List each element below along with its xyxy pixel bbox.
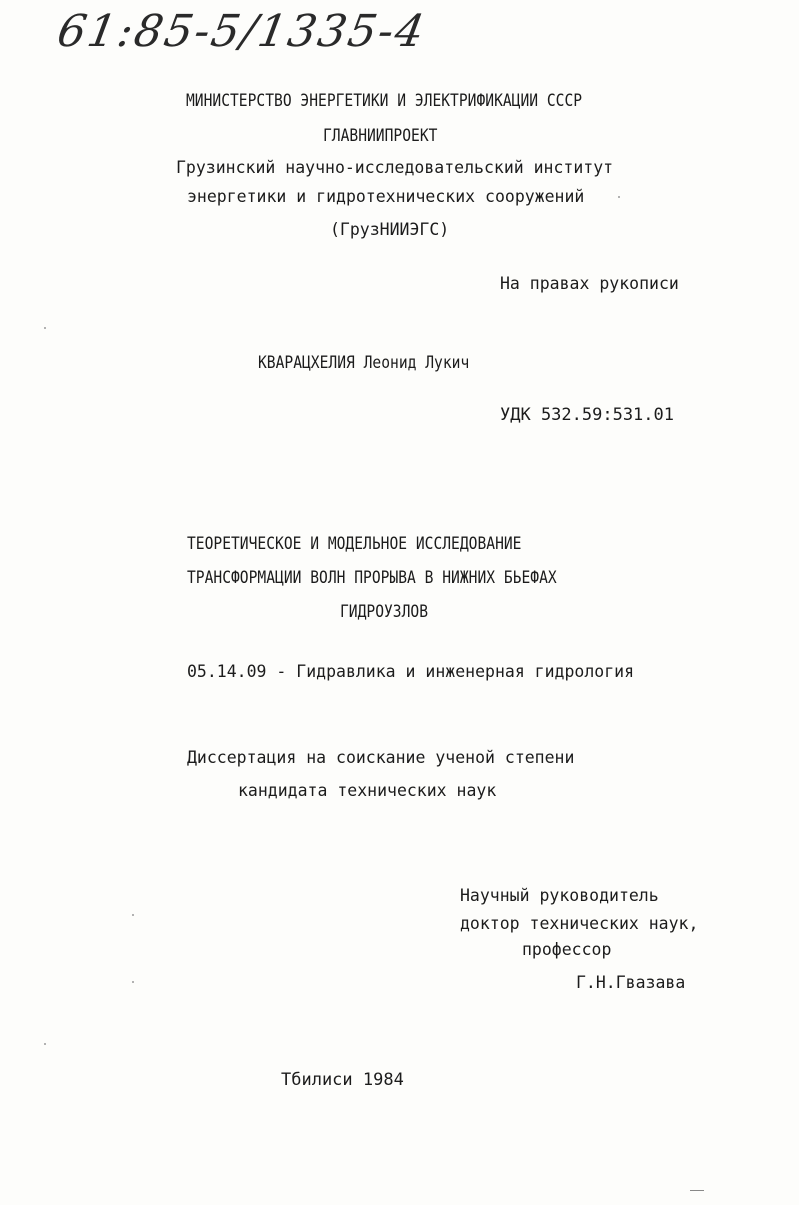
- thesis-title-line1: ТЕОРЕТИЧЕСКОЕ И МОДЕЛЬНОЕ ИССЛЕДОВАНИЕ: [187, 534, 522, 554]
- specialty-code: 05.14.09 - Гидравлика и инженерная гидрология: [187, 662, 635, 681]
- dissertation-line2: кандидата технических наук: [238, 781, 497, 800]
- institute-name-line2: энергетики и гидротехнических сооружений: [187, 187, 585, 206]
- agency-heading: ГЛАВНИИПРОЕКТ: [323, 126, 438, 146]
- scan-speck: [132, 981, 134, 983]
- thesis-title-line3: ГИДРОУЗЛОВ: [340, 602, 429, 622]
- manuscript-rights-note: На правах рукописи: [500, 274, 679, 293]
- supervisor-name: Г.Н.Гвазава: [576, 973, 686, 992]
- institute-abbreviation: (ГрузНИИЭГС): [330, 220, 450, 239]
- udc-code: УДК 532.59:531.01: [500, 405, 674, 425]
- scan-speck: [132, 914, 134, 916]
- supervisor-role: Научный руководитель: [460, 886, 659, 905]
- handwritten-archive-number: 61:85-5/1335-4: [53, 6, 430, 57]
- scan-speck: [44, 1043, 46, 1045]
- scan-speck: [44, 327, 46, 329]
- ministry-heading: МИНИСТЕРСТВО ЭНЕРГЕТИКИ И ЭЛЕКТРИФИКАЦИИ СССР: [186, 91, 583, 111]
- supervisor-title: профессор: [522, 940, 612, 959]
- place-and-year: Тбилиси 1984: [281, 1070, 404, 1090]
- thesis-title-line2: ТРАНСФОРМАЦИИ ВОЛН ПРОРЫВА В НИЖНИХ БЬЕФАХ: [187, 568, 557, 588]
- scan-mark: [690, 1190, 704, 1191]
- dissertation-line1: Диссертация на соискание ученой степени: [187, 748, 575, 767]
- scan-speck: [618, 196, 620, 198]
- author-name: КВАРАЦХЕЛИЯ Леонид Лукич: [258, 353, 470, 373]
- institute-name-line1: Грузинский научно-исследовательский институт: [176, 158, 614, 177]
- supervisor-degree: доктор технических наук,: [460, 914, 699, 933]
